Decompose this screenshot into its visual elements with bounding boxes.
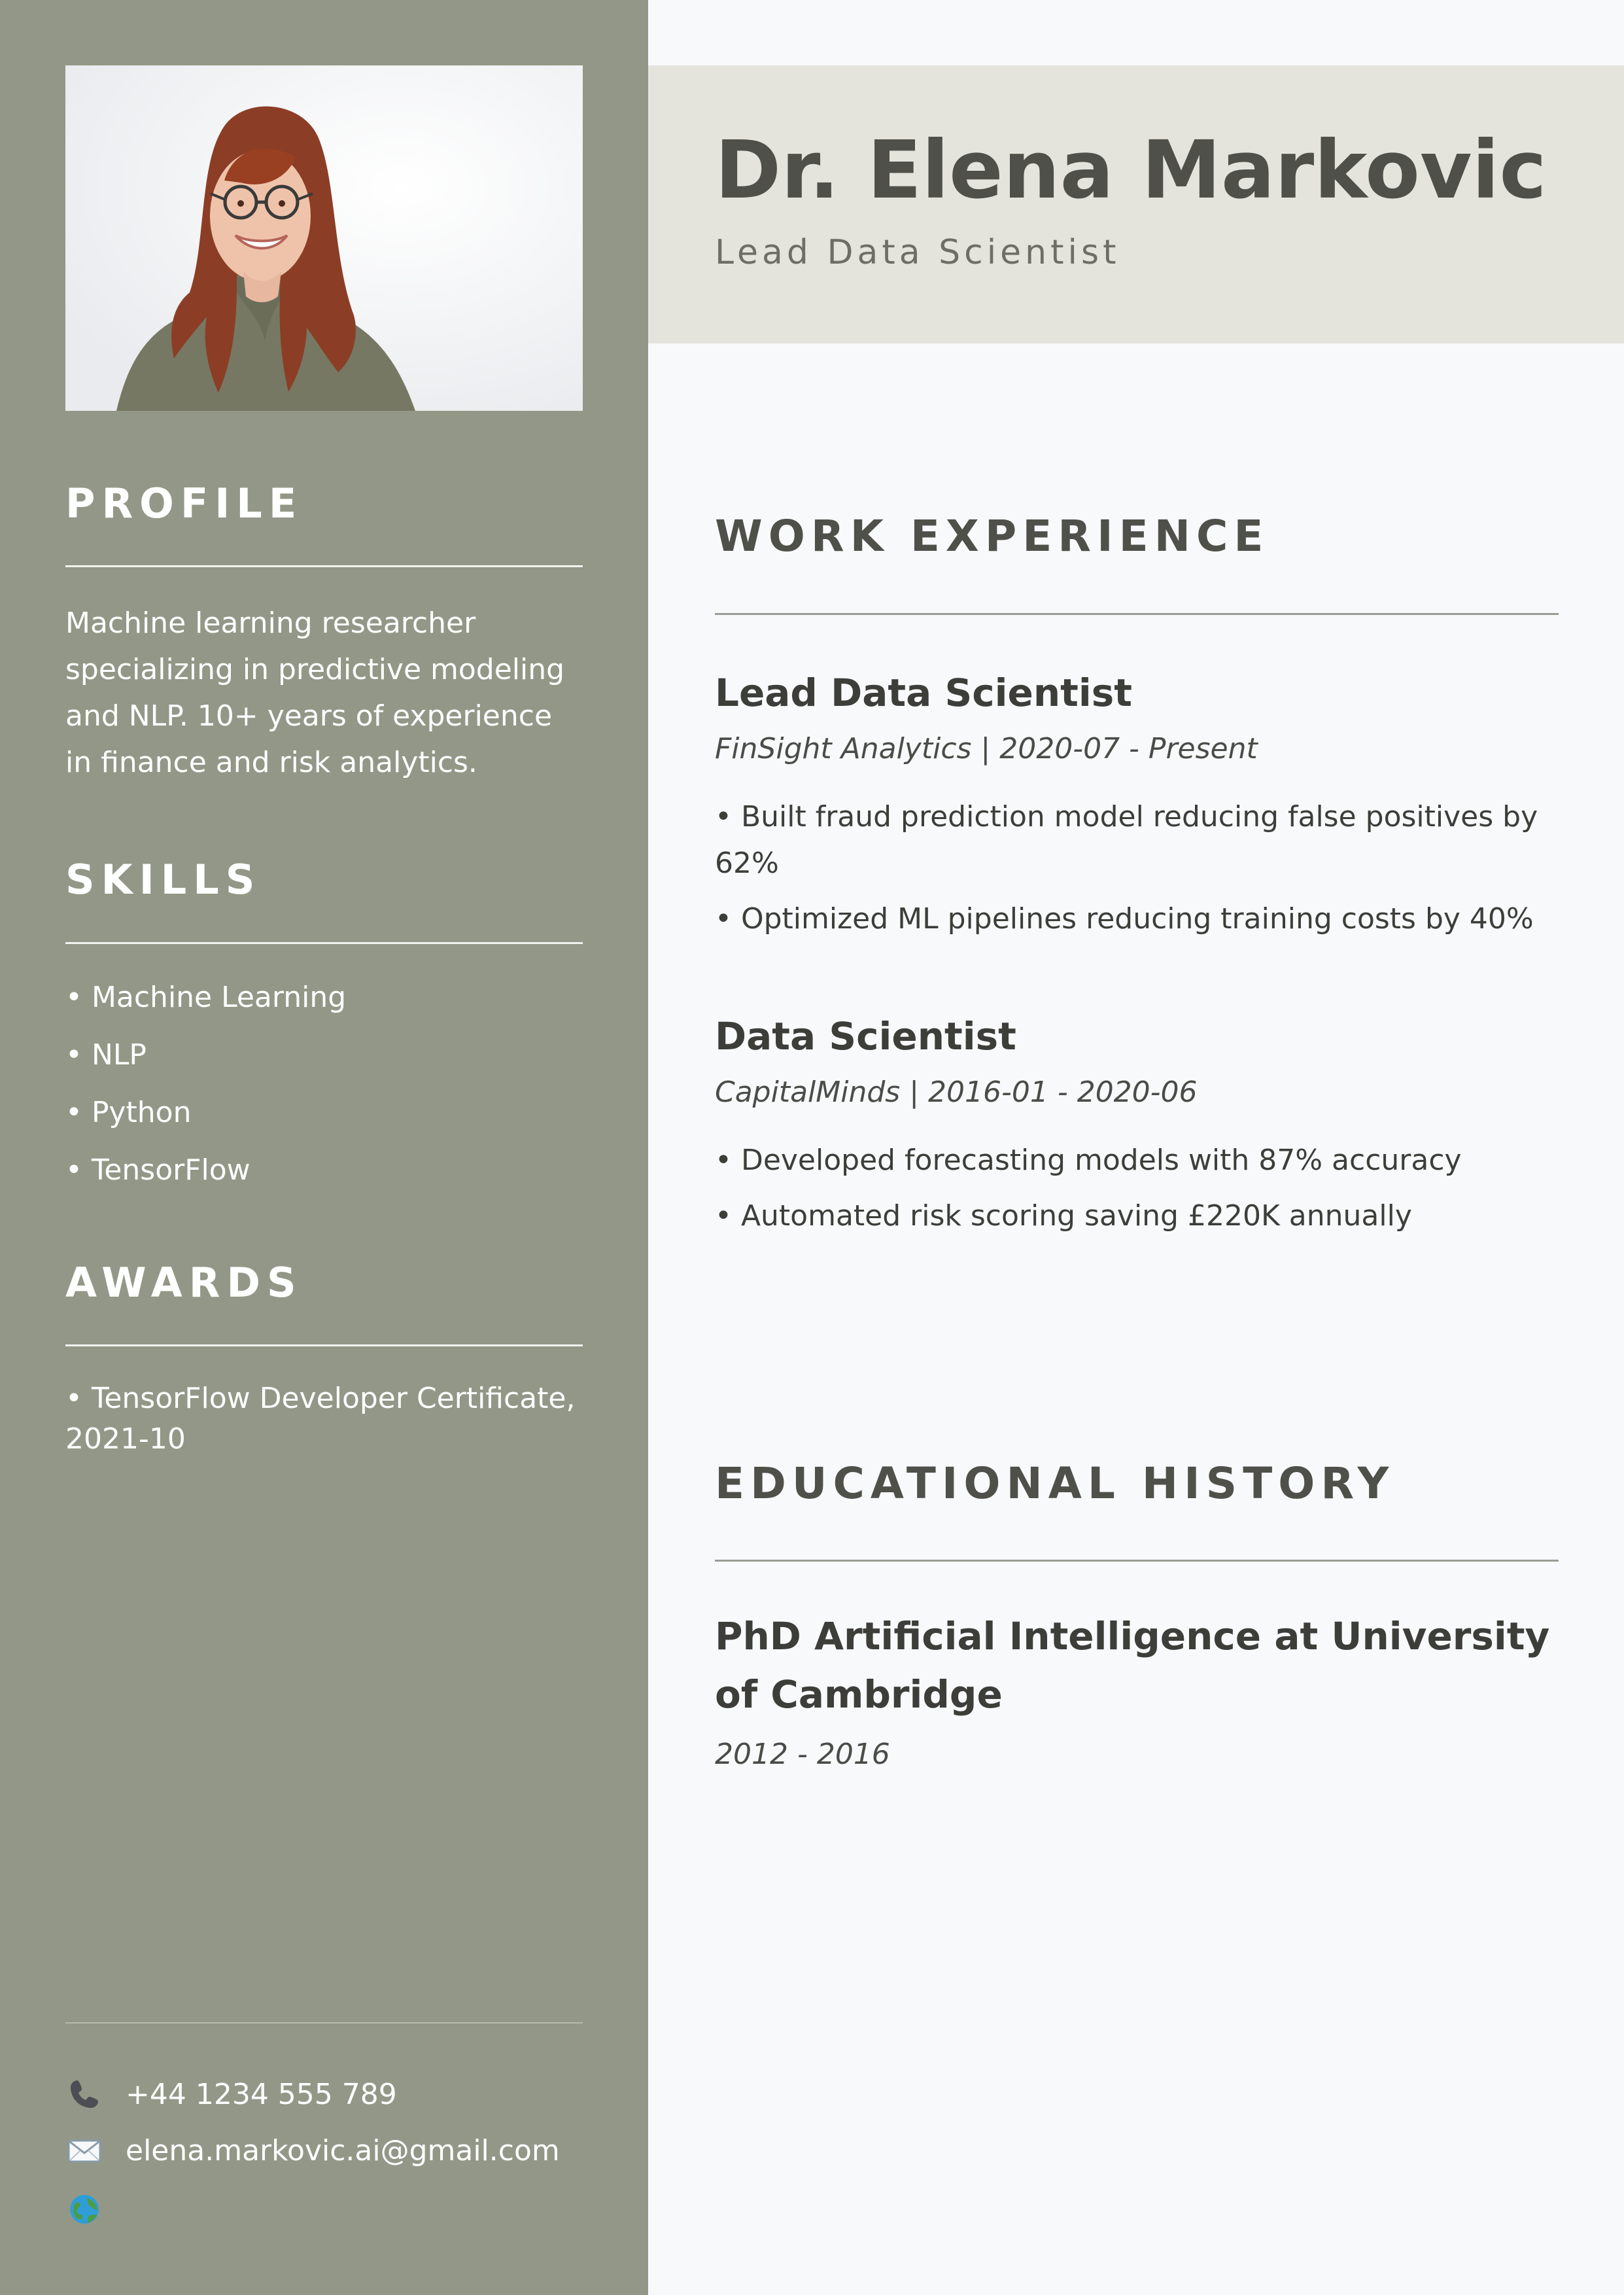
profile-summary: Machine learning researcher specializing in predictive modeling and NLP. 10+ years of experience in finance and risk analytics.	[65, 606, 565, 779]
phone-contact[interactable]	[65, 2071, 397, 2117]
awards-heading: AWARDS	[65, 1259, 303, 1306]
profile-photo	[65, 65, 583, 411]
degree-title: PhD Artificial Intelligence at University of Cambridge	[715, 1614, 1550, 1717]
degree-years: 2012 - 2016	[715, 1738, 890, 1771]
job-role: Lead Data Scientist	[715, 671, 1132, 715]
profile-divider	[65, 565, 583, 567]
email-address: elena.markovic.ai@gmail.com	[126, 2133, 560, 2167]
job-achievements	[715, 794, 1559, 951]
job-company-dates: CapitalMinds | 2016-01 - 2020-06	[715, 1076, 1198, 1109]
job-achievements	[715, 1137, 1559, 1248]
globe-icon	[65, 2190, 103, 2228]
website-contact[interactable]	[65, 2186, 126, 2232]
phone-number: +44 1234 555 789	[126, 2077, 397, 2111]
person-name: Dr. Elena Markovic	[715, 124, 1547, 217]
achievement-item: • Built fraud prediction model reducing false positives by 62%	[715, 800, 1538, 880]
contact-divider	[65, 2022, 583, 2023]
achievement-item: • Developed forecasting models with 87% accuracy	[715, 1144, 1462, 1177]
envelope-icon	[65, 2131, 103, 2169]
work-experience-divider	[715, 613, 1559, 615]
person-title: Lead Data Scientist	[715, 233, 1120, 272]
skills-heading: SKILLS	[65, 856, 262, 903]
job-role: Data Scientist	[715, 1014, 1016, 1059]
education-divider	[715, 1560, 1559, 1562]
education-heading: EDUCATIONAL HISTORY	[715, 1458, 1395, 1509]
email-contact[interactable]	[65, 2128, 560, 2173]
award-item: • TensorFlow Developer Certificate, 2021-10	[65, 1382, 576, 1456]
skill-item: • NLP	[65, 1038, 147, 1072]
phone-icon	[65, 2075, 103, 2113]
skill-item: • TensorFlow	[65, 1153, 251, 1187]
profile-heading: PROFILE	[65, 480, 303, 527]
sidebar	[0, 0, 648, 2295]
skill-item: • Python	[65, 1096, 192, 1129]
skills-list	[65, 975, 583, 1205]
skills-divider	[65, 942, 583, 944]
skill-item: • Machine Learning	[65, 981, 347, 1014]
achievement-item: • Automated risk scoring saving £220K annually	[715, 1199, 1412, 1233]
job-company-dates: FinSight Analytics | 2020-07 - Present	[715, 732, 1258, 765]
awards-divider	[65, 1344, 583, 1346]
work-experience-heading: WORK EXPERIENCE	[715, 511, 1270, 561]
profile-photo-image	[65, 65, 583, 411]
achievement-item: • Optimized ML pipelines reducing training costs by 40%	[715, 902, 1534, 936]
